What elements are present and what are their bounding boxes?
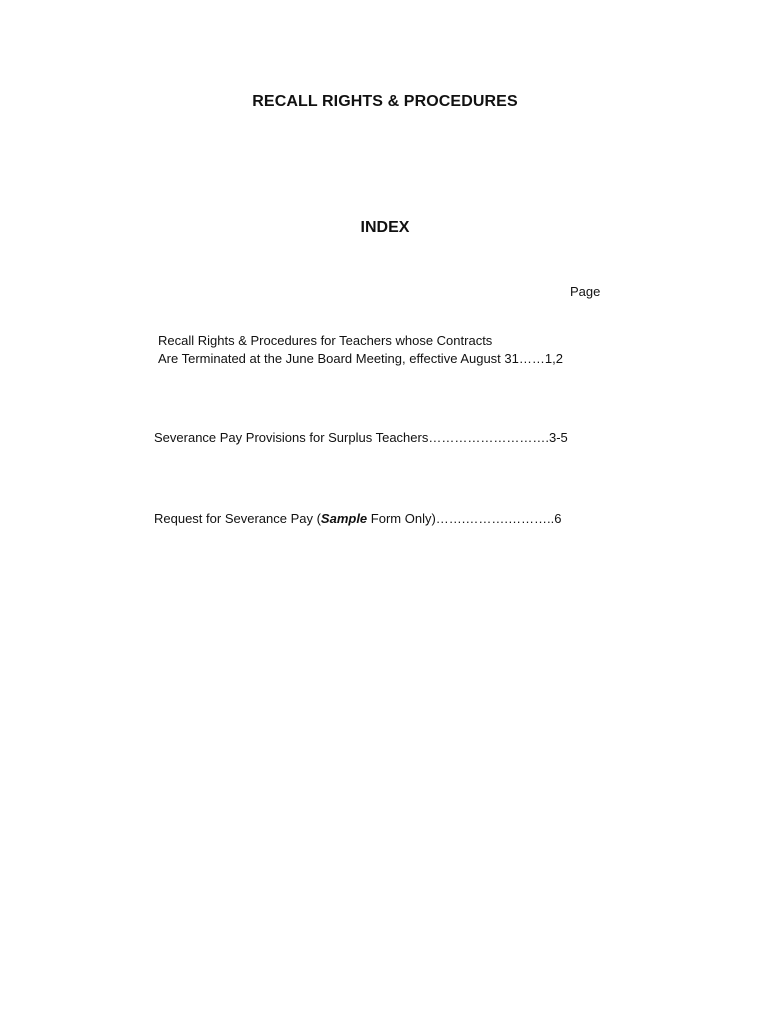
document-title: RECALL RIGHTS & PROCEDURES xyxy=(252,93,518,110)
entry-text-emphasis: Sample xyxy=(320,511,368,526)
entry-leader: …….……….……….. xyxy=(435,511,555,526)
entry-text: Severance Pay Provisions for Surplus Teachers xyxy=(154,430,429,445)
index-entry-recall-rights xyxy=(158,332,563,368)
index-heading: INDEX xyxy=(360,219,410,236)
entry-text-before: Request for Severance Pay ( xyxy=(154,511,321,526)
entry-text: Are Terminated at the June Board Meeting, effective August 31 xyxy=(158,351,519,366)
entry-leader: ………………………. xyxy=(428,430,549,445)
index-entry-severance-provisions xyxy=(154,429,568,447)
entry-page-numbers: 6 xyxy=(554,511,562,526)
entry-text-after: Form Only) xyxy=(367,511,436,526)
entry-leader: …… xyxy=(518,351,545,366)
entry-page-numbers: 3-5 xyxy=(548,430,568,445)
page-column-label: Page xyxy=(570,284,601,299)
entry-line-1: Recall Rights & Procedures for Teachers whose Contracts xyxy=(158,333,493,348)
entry-page-numbers: 1,2 xyxy=(544,351,563,366)
entry-line-2 xyxy=(158,350,563,368)
index-entry-severance-request xyxy=(154,510,561,528)
